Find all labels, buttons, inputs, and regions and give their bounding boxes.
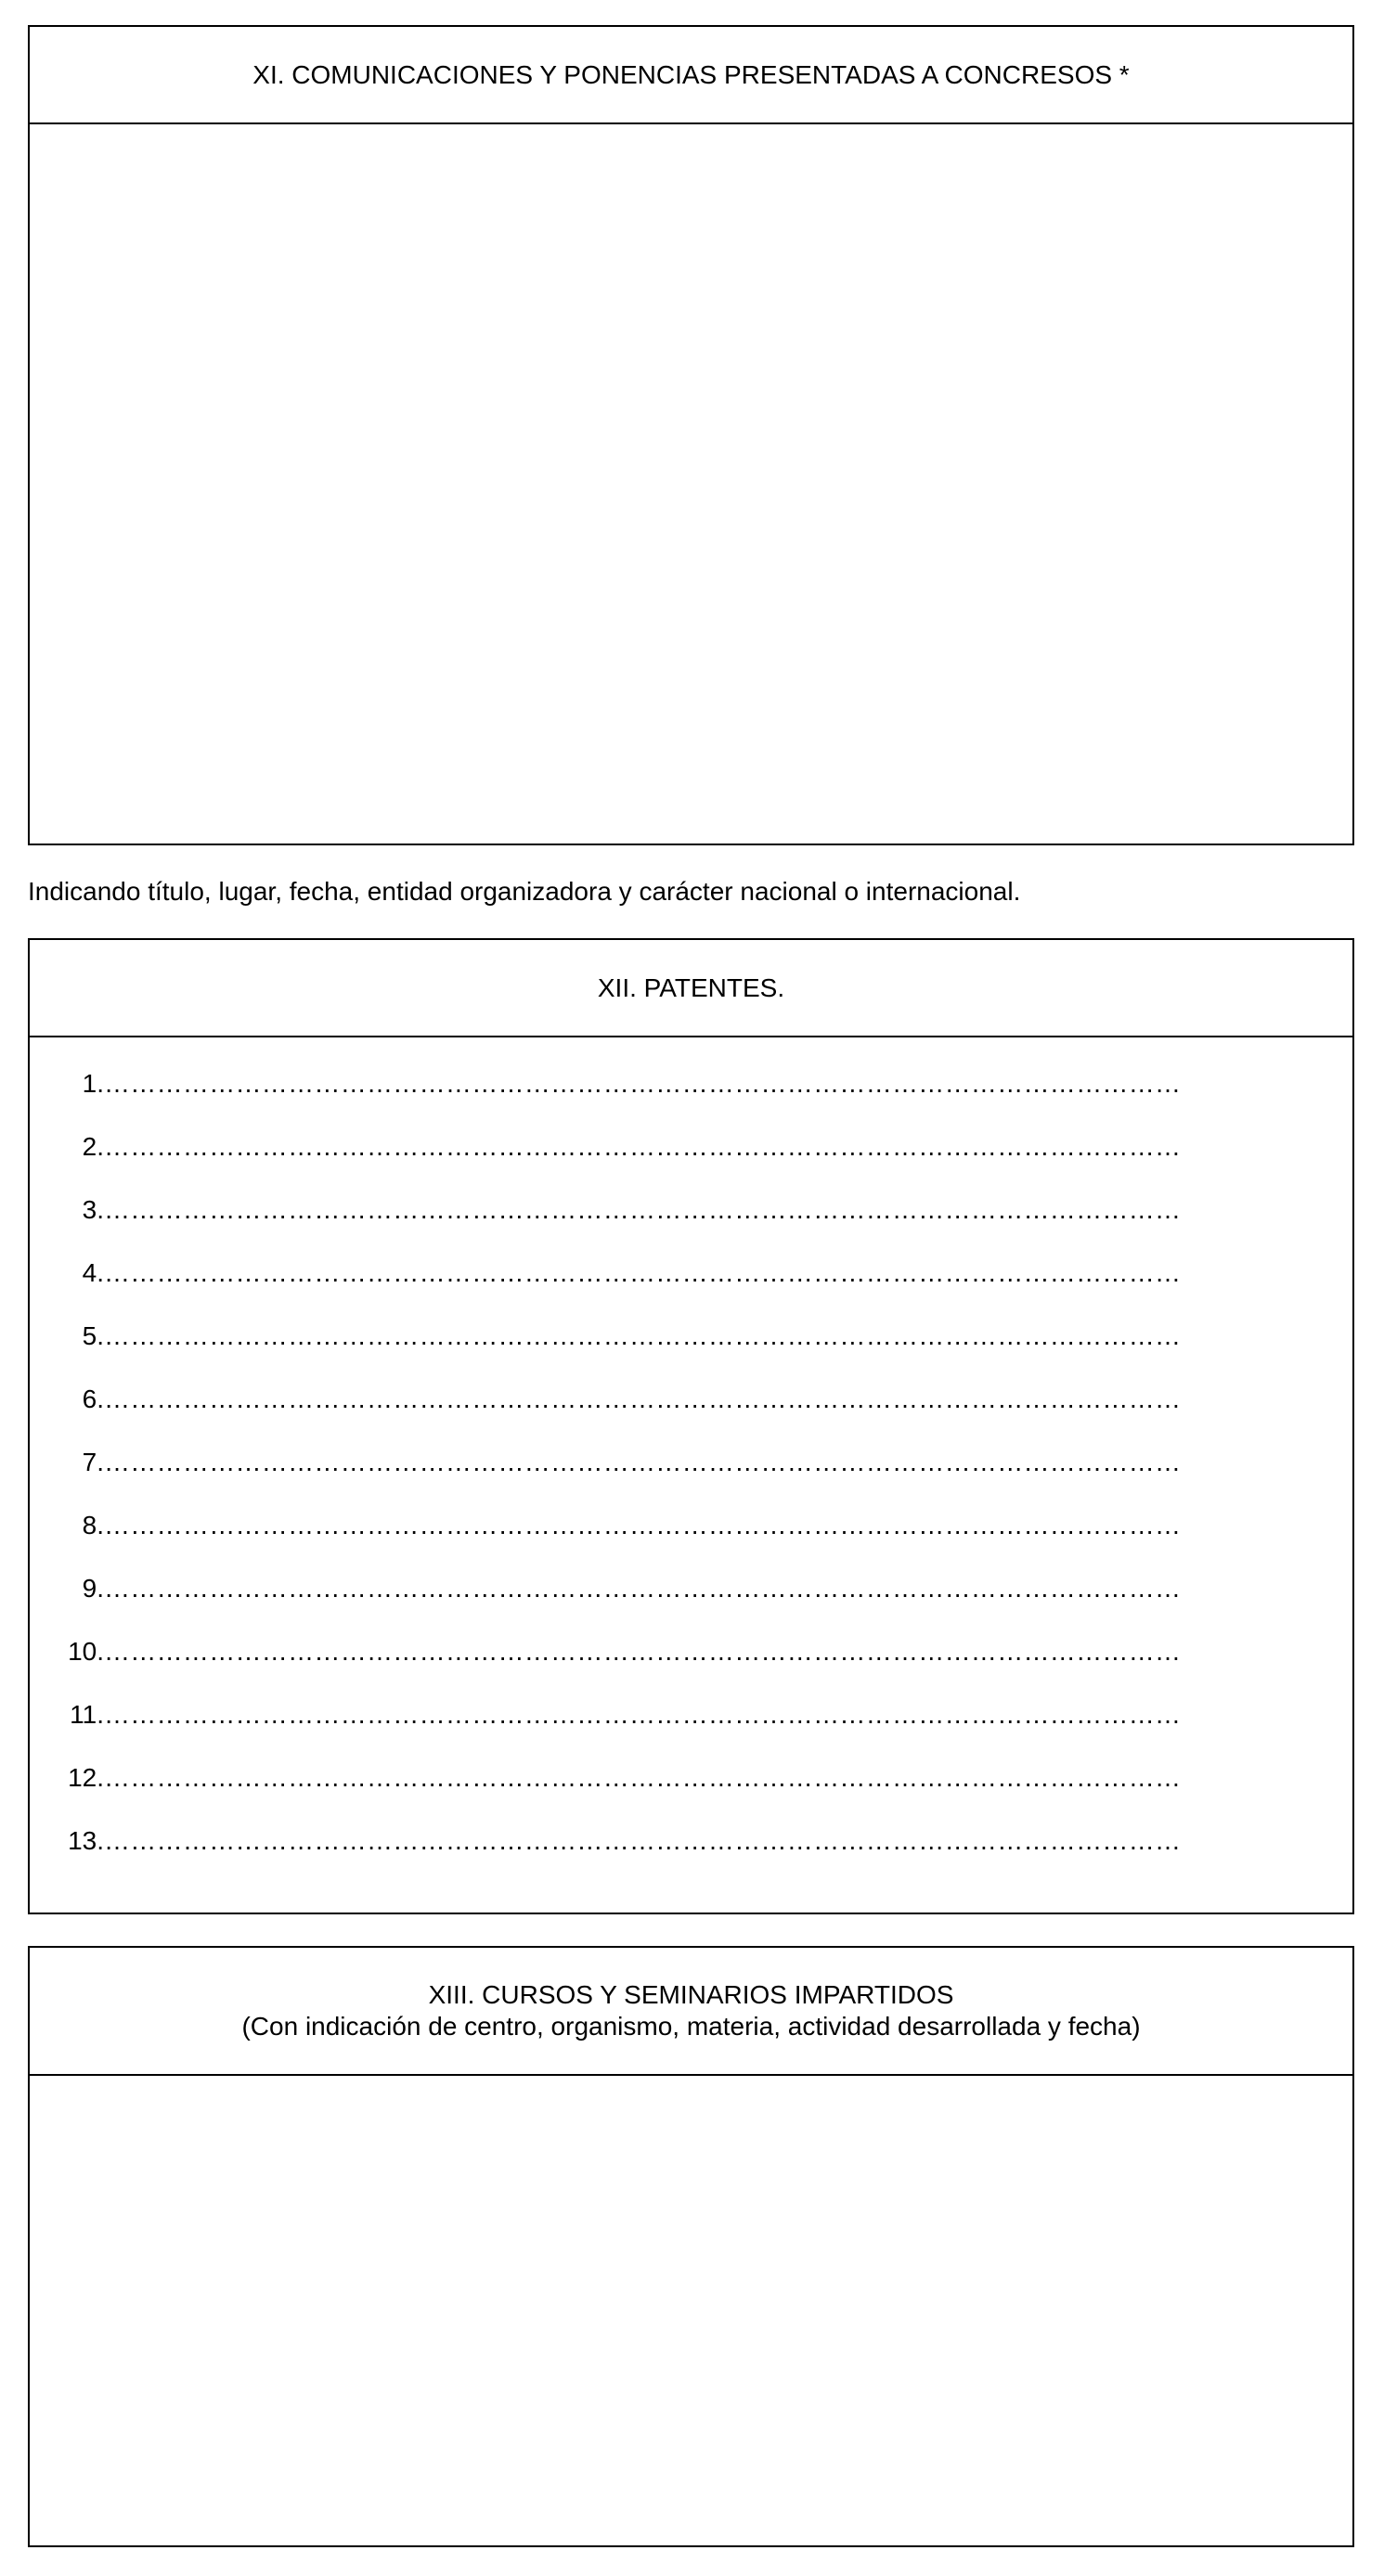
patent-list-item[interactable] [30,1447,1352,1510]
section-xii-title: XII. PATENTES. [597,972,785,1002]
patent-list-item[interactable] [30,1320,1352,1384]
section-xiii-header [30,1948,1352,2076]
section-xii-header [30,940,1352,1037]
patent-item-number: 7. [82,1448,104,1476]
patent-item-dotted-line[interactable]: …………………………………………………………………………………………………………… [104,1826,1182,1855]
patent-item-dotted-line[interactable]: …………………………………………………………………………………………………………… [104,1069,1182,1098]
patent-list-item[interactable] [30,1194,1352,1257]
patent-list-item[interactable] [30,1068,1352,1131]
patent-item-dotted-line[interactable]: …………………………………………………………………………………………………………… [104,1700,1182,1729]
patent-list-item[interactable] [30,1699,1352,1762]
section-xii-content-area [30,1037,1352,1913]
patent-list-item[interactable] [30,1636,1352,1699]
patent-item-number: 8. [82,1511,104,1539]
patent-item-dotted-line[interactable]: …………………………………………………………………………………………………………… [104,1195,1182,1224]
patent-list-item[interactable] [30,1762,1352,1825]
patent-list-item[interactable] [30,1510,1352,1573]
patent-item-number: 5. [82,1321,104,1350]
patent-item-dotted-line[interactable]: …………………………………………………………………………………………………………… [104,1448,1182,1476]
patent-list-item[interactable] [30,1825,1352,1888]
patent-item-dotted-line[interactable]: …………………………………………………………………………………………………………… [104,1385,1182,1413]
section-xi-title: XI. COMUNICACIONES Y PONENCIAS PRESENTADAS A CONCRESOS * [252,59,1130,89]
patent-item-number: 13. [68,1826,104,1855]
patent-item-number: 2. [82,1132,104,1161]
patent-item-number: 10. [68,1637,104,1666]
patent-item-number: 9. [82,1574,104,1603]
patent-item-dotted-line[interactable]: …………………………………………………………………………………………………………… [104,1321,1182,1350]
section-xi-footnote: Indicando título, lugar, fecha, entidad organizadora y carácter nacional o internacional. [28,877,1021,906]
section-xiii-title: XIII. CURSOS Y SEMINARIOS IMPARTIDOS [428,1980,954,2009]
section-xiii-content-area[interactable] [30,2076,1352,2545]
patent-item-number: 6. [82,1385,104,1413]
section-xi-box [28,25,1354,845]
patent-list-item[interactable] [30,1131,1352,1194]
patent-item-number: 4. [82,1258,104,1287]
section-xiii-box [28,1946,1354,2547]
section-xiii-subtitle: (Con indicación de centro, organismo, materia, actividad desarrollada y fecha) [241,2012,1141,2041]
patent-item-dotted-line[interactable]: …………………………………………………………………………………………………………… [104,1132,1182,1161]
patent-list-item[interactable] [30,1257,1352,1320]
section-xi-content-area[interactable] [30,124,1352,844]
patent-list-item[interactable] [30,1384,1352,1447]
patent-item-number: 12. [68,1763,104,1792]
patent-item-number: 1. [82,1069,104,1098]
patent-item-dotted-line[interactable]: …………………………………………………………………………………………………………… [104,1763,1182,1792]
patent-item-dotted-line[interactable]: …………………………………………………………………………………………………………… [104,1637,1182,1666]
patent-item-number: 11. [70,1700,104,1729]
patent-item-dotted-line[interactable]: …………………………………………………………………………………………………………… [104,1574,1182,1603]
patent-item-dotted-line[interactable]: …………………………………………………………………………………………………………… [104,1511,1182,1539]
patent-list [30,1068,1352,1888]
section-xii-box [28,938,1354,1914]
patent-item-number: 3. [82,1195,104,1224]
section-xi-header [30,27,1352,124]
patent-item-dotted-line[interactable]: …………………………………………………………………………………………………………… [104,1258,1182,1287]
patent-list-item[interactable] [30,1573,1352,1636]
